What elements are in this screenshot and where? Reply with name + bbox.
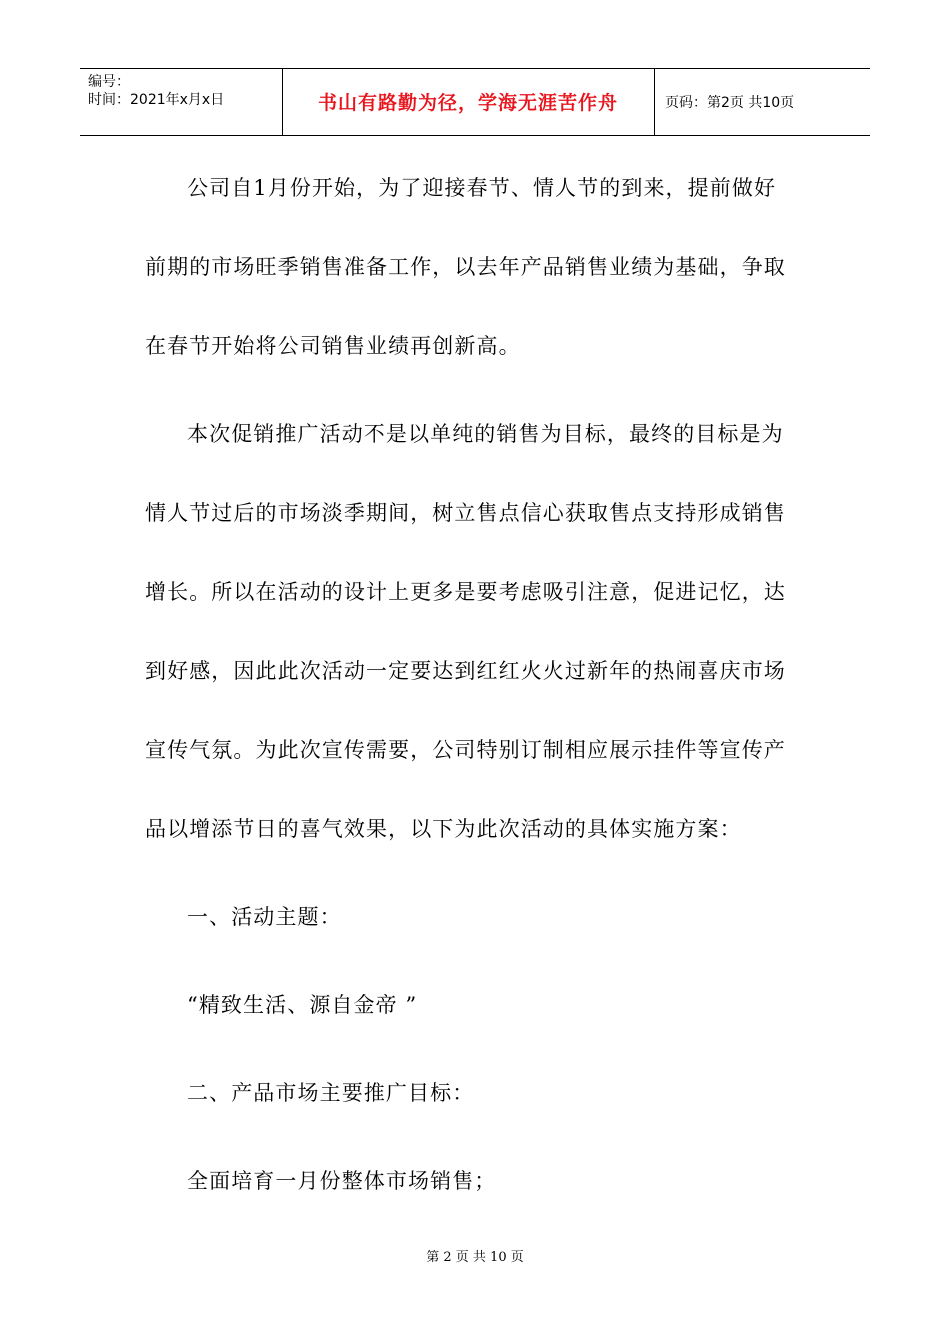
serial-number-label: 编号： — [88, 74, 130, 90]
section-heading: 一、活动主题： — [187, 905, 342, 929]
page-footer: 第 2 页 共 10 页 — [426, 1250, 524, 1265]
header-motto: 书山有路勤为径，学海无涯苦作舟 — [317, 92, 618, 114]
paragraph-line: 在春节开始将公司销售业绩再创新高。 — [145, 334, 521, 358]
activity-theme: “精致生活、源自金帝 ” — [187, 993, 418, 1017]
date-label: 时间：2021年x月x日 — [88, 92, 225, 108]
section-heading: 二、产品市场主要推广目标： — [187, 1081, 475, 1105]
paragraph-line: 增长。所以在活动的设计上更多是要考虑吸引注意，促进记忆，达 — [145, 580, 786, 604]
paragraph-line: 品以增添节日的喜气效果，以下为此次活动的具体实施方案： — [145, 817, 742, 841]
paragraph-line: 到好感，因此此次活动一定要达到红红火火过新年的热闹喜庆市场 — [145, 659, 786, 683]
paragraph-line: 情人节过后的市场淡季期间，树立售点信心获取售点支持形成销售 — [145, 501, 786, 525]
paragraph-line: 前期的市场旺季销售准备工作，以去年产品销售业绩为基础，争取 — [145, 255, 786, 279]
header-page-info: 页码：第2页 共10页 — [665, 95, 795, 111]
paragraph-line: 宣传气氛。为此次宣传需要，公司特别订制相应展示挂件等宣传产 — [145, 738, 786, 762]
paragraph-line: 公司自1月份开始，为了迎接春节、情人节的到来，提前做好 — [187, 176, 777, 200]
paragraph-line: 全面培育一月份整体市场销售； — [187, 1169, 497, 1193]
paragraph-line: 本次促销推广活动不是以单纯的销售为目标，最终的目标是为 — [187, 422, 784, 446]
